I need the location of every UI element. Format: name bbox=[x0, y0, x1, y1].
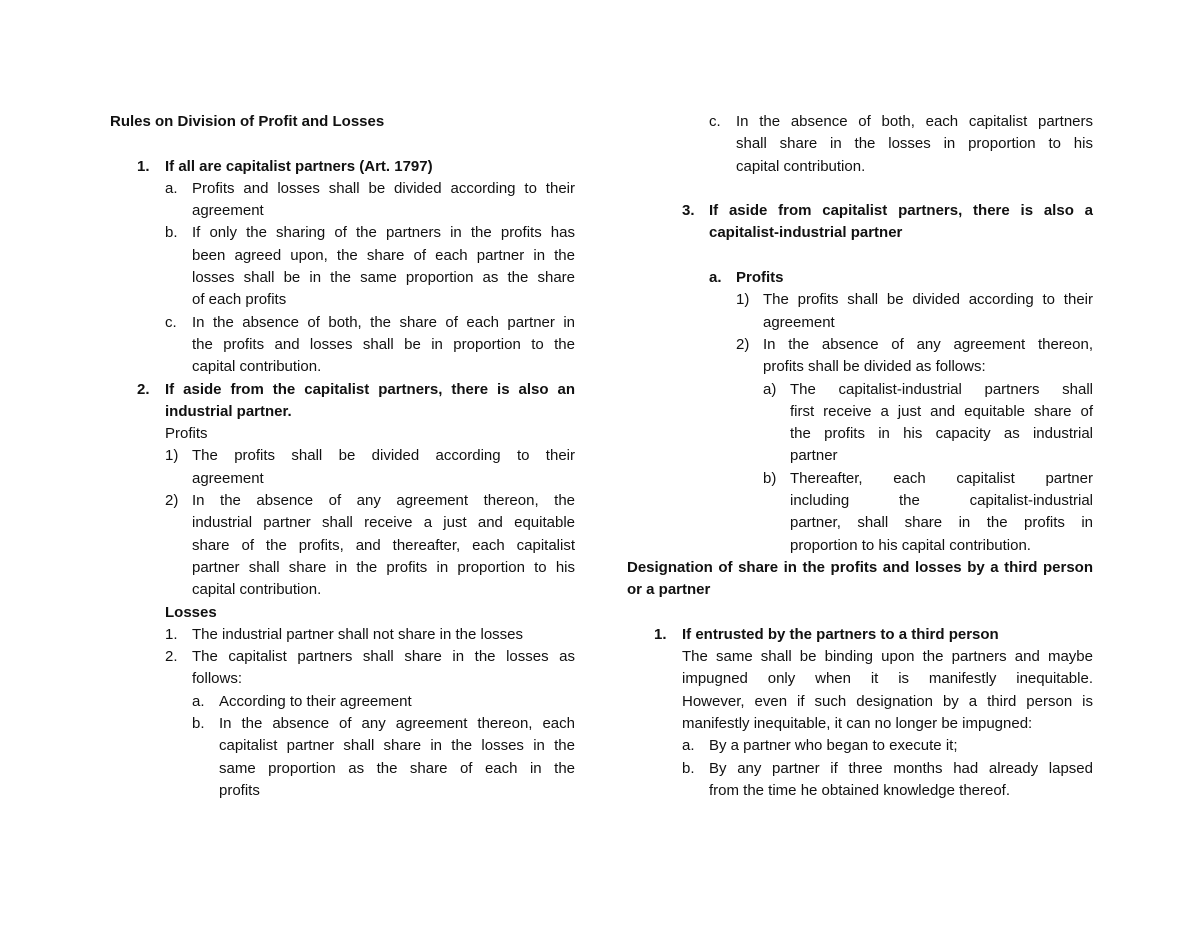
d1-number: 1. bbox=[654, 625, 667, 643]
s1-a-marker: a. bbox=[165, 179, 178, 197]
s2-losses-label: Losses bbox=[165, 603, 217, 621]
s1-b-line-3: losses shall be in the same proportion as the share bbox=[192, 269, 575, 287]
d1-b-line-2: from the time he obtained knowledge thereof. bbox=[709, 781, 1011, 799]
s3-pa-line-3: the profits in his capacity as industrial bbox=[790, 425, 1093, 443]
section-1-heading bbox=[110, 156, 575, 178]
s2-p1-line-2: agreement bbox=[192, 469, 264, 487]
s3-a-label: Profits bbox=[736, 269, 784, 287]
s1-a-line-1 bbox=[165, 178, 575, 200]
section-1-heading-text: If all are capitalist partners (Art. 1797) bbox=[165, 157, 433, 175]
s2-l1-line bbox=[165, 624, 575, 646]
r-c-line-2: shall share in the losses in proportion to his bbox=[736, 135, 1093, 153]
section-1-number: 1. bbox=[137, 157, 150, 175]
s1-c-line-1 bbox=[165, 312, 575, 334]
s2-p2-marker: 2) bbox=[165, 492, 179, 510]
d1-body-line-4: manifestly inequitable, it can no longer be impugned: bbox=[682, 715, 1033, 733]
s3-p2-marker: 2) bbox=[736, 335, 750, 353]
d1-body-line-2: impugned only when it is manifestly inequitable. bbox=[682, 670, 1093, 688]
section-2-heading-text-1: If aside from the capitalist partners, there is also an bbox=[165, 380, 575, 398]
s2-p2-line-3: share of the profits, and thereafter, each capitalist bbox=[192, 536, 575, 554]
document-title: Rules on Division of Profit and Losses bbox=[110, 113, 385, 130]
s3-a-line bbox=[709, 267, 1093, 289]
s3-pb-marker: b) bbox=[763, 469, 777, 487]
s3-pa-text-1: The capitalist-industrial partners shall bbox=[790, 380, 1093, 398]
s3-pb-line-2: including the capitalist-industrial bbox=[790, 492, 1093, 510]
section-2-number: 2. bbox=[137, 380, 150, 398]
s2-l1-text: The industrial partner shall not share in the losses bbox=[192, 625, 524, 643]
s3-a-marker: a. bbox=[709, 269, 722, 287]
d1-heading bbox=[654, 624, 1093, 646]
s3-p2-line-2: profits shall be divided as follows: bbox=[763, 358, 986, 376]
s3-pa-line-4: partner bbox=[790, 447, 838, 465]
s2-lb-line-3: same proportion as the share of each in the bbox=[219, 759, 575, 777]
s2-lb-line-1 bbox=[192, 713, 575, 735]
d1-b-line-1 bbox=[682, 758, 1093, 780]
s1-c-line-3: capital contribution. bbox=[192, 358, 322, 376]
designation-heading-line-2: or a partner bbox=[627, 581, 711, 599]
s3-p1-marker: 1) bbox=[736, 291, 750, 309]
s2-profits-label: Profits bbox=[165, 425, 208, 443]
s1-a-text-1: Profits and losses shall be divided according to their bbox=[192, 179, 575, 197]
s3-pa-line-2: first receive a just and equitable share of bbox=[790, 402, 1093, 420]
d1-heading-text: If entrusted by the partners to a third person bbox=[682, 625, 999, 643]
s1-c-marker: c. bbox=[165, 313, 177, 331]
s1-c-line-2: the profits and losses shall be in proportion to the bbox=[192, 335, 575, 353]
s2-l2-text-1: The capitalist partners shall share in the losses as bbox=[192, 648, 575, 666]
s2-l2-marker: 2. bbox=[165, 648, 178, 666]
s2-lb-marker: b. bbox=[192, 715, 205, 733]
s3-pa-line-1 bbox=[763, 379, 1093, 401]
s2-lb-line-2: capitalist partner shall share in the losses in the bbox=[219, 737, 575, 755]
s3-p1-line-2: agreement bbox=[763, 313, 835, 331]
s3-p2-text-1: In the absence of any agreement thereon, bbox=[763, 335, 1093, 353]
section-3-heading-line-1 bbox=[682, 200, 1093, 222]
d1-a-text: By a partner who began to execute it; bbox=[709, 737, 958, 755]
s2-p1-marker: 1) bbox=[165, 447, 179, 465]
s3-pb-line-1 bbox=[763, 468, 1093, 490]
s2-p1-text-1: The profits shall be divided according to their bbox=[192, 447, 575, 465]
s3-pb-line-3: partner, shall share in the profits in bbox=[790, 514, 1093, 532]
s3-pb-text-1: Thereafter, each capitalist partner bbox=[790, 469, 1093, 487]
s1-b-marker: b. bbox=[165, 224, 178, 242]
s3-pa-marker: a) bbox=[763, 380, 777, 398]
d1-a-line bbox=[682, 735, 1093, 757]
s3-pb-line-4: proportion to his capital contribution. bbox=[790, 536, 1031, 554]
right-column bbox=[627, 111, 1093, 802]
s2-p1-line-1 bbox=[165, 445, 575, 467]
s1-a-line-2: agreement bbox=[192, 202, 264, 220]
r-c-line-3: capital contribution. bbox=[736, 157, 866, 175]
s1-b-line-4: of each profits bbox=[192, 291, 287, 309]
s2-p2-text-1: In the absence of any agreement thereon, the bbox=[192, 492, 575, 510]
s2-l2-line-2: follows: bbox=[192, 670, 243, 688]
left-column bbox=[110, 111, 575, 802]
s2-p2-line-1 bbox=[165, 490, 575, 512]
section-3-heading-text-1: If aside from capitalist partners, there is also a bbox=[709, 202, 1093, 220]
s2-l1-marker: 1. bbox=[165, 625, 178, 643]
r-c-line-1 bbox=[709, 111, 1093, 133]
s2-la-text: According to their agreement bbox=[219, 692, 412, 710]
d1-a-marker: a. bbox=[682, 737, 695, 755]
s2-lb-text-1: In the absence of any agreement thereon, each bbox=[219, 715, 575, 733]
section-2-heading-line-2: industrial partner. bbox=[165, 402, 292, 420]
d1-body-line-3: However, even if such designation by a third person is bbox=[682, 692, 1093, 710]
d1-b-text-1: By any partner if three months had already lapsed bbox=[709, 759, 1093, 777]
s3-p2-line-1 bbox=[736, 334, 1093, 356]
s2-p2-line-2: industrial partner shall receive a just and equitable bbox=[192, 514, 575, 532]
d1-b-marker: b. bbox=[682, 759, 695, 777]
s2-p2-line-5: capital contribution. bbox=[192, 581, 322, 599]
s2-l2-line-1 bbox=[165, 646, 575, 668]
s2-p2-line-4: partner shall share in the profits in proportion to his bbox=[192, 558, 575, 576]
section-2-heading-line-1 bbox=[137, 379, 575, 401]
s2-lb-line-4: profits bbox=[219, 781, 260, 799]
r-c-marker: c. bbox=[709, 113, 721, 130]
s2-la-marker: a. bbox=[192, 692, 205, 710]
d1-body-line-1: The same shall be binding upon the partners and maybe bbox=[682, 648, 1093, 666]
s1-c-text-1: In the absence of both, the share of each partner in bbox=[192, 313, 575, 331]
s1-b-line-2: been agreed upon, the share of each partner in the bbox=[192, 246, 575, 264]
r-c-text-1: In the absence of both, each capitalist partners bbox=[736, 113, 1093, 130]
s1-b-text-1: If only the sharing of the partners in the profits has bbox=[192, 224, 575, 242]
s2-la-line bbox=[192, 691, 575, 713]
designation-heading-line-1: Designation of share in the profits and losses by a third person bbox=[627, 558, 1093, 576]
section-3-heading-line-2: capitalist-industrial partner bbox=[709, 224, 903, 242]
s3-p1-line-1 bbox=[736, 289, 1093, 311]
s3-p1-text-1: The profits shall be divided according to their bbox=[763, 291, 1093, 309]
s1-b-line-1 bbox=[165, 222, 575, 244]
section-3-number: 3. bbox=[682, 202, 695, 220]
